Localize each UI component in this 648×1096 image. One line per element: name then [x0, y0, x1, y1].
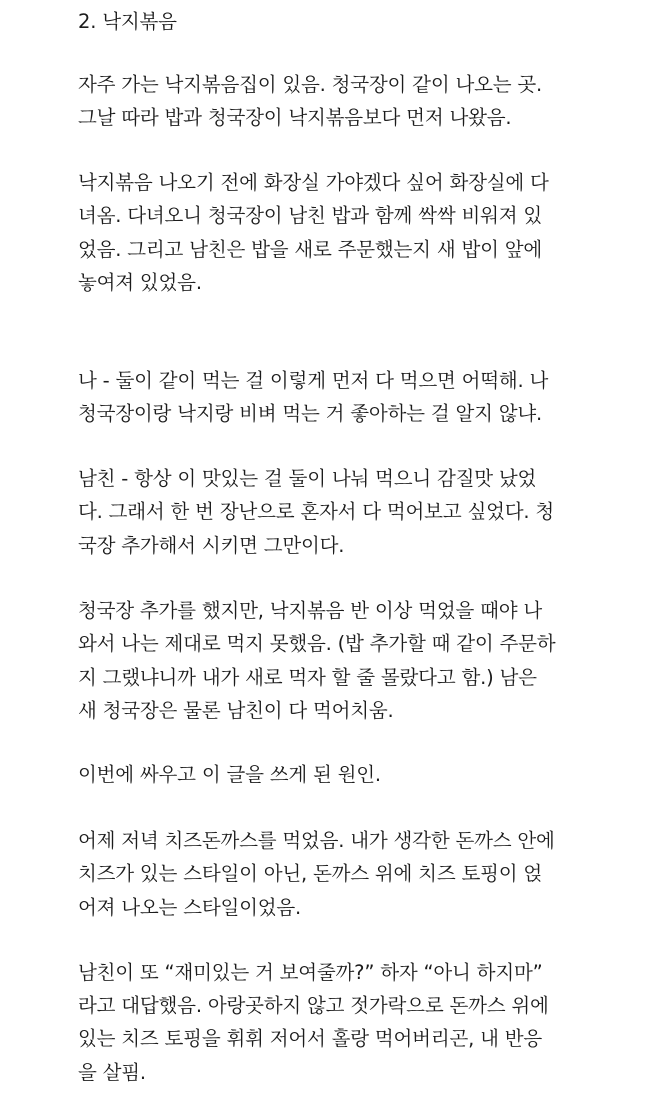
paragraph-5-line-3: 지 그랬냐니까 내가 새로 먹자 할 줄 몰랐다고 함.) 남은	[78, 666, 537, 689]
paragraph-5-line-4: 새 청국장은 물론 남친이 다 먹어치움.	[78, 699, 394, 722]
paragraph-1-line-1: 자주 가는 낙지볶음집이 있음. 청국장이 같이 나오는 곳.	[78, 73, 543, 96]
paragraph-4-line-2: 다. 그래서 한 번 장난으로 혼자서 다 먹어보고 싶었다. 청	[78, 500, 554, 523]
paragraph-2-line-4: 놓여져 있었음.	[78, 271, 202, 294]
paragraph-6-line-1: 이번에 싸우고 이 글을 쓰게 된 원인.	[78, 763, 381, 786]
paragraph-5-line-2: 와서 나는 제대로 먹지 못했음. (밥 추가할 때 같이 주문하	[78, 632, 556, 655]
paragraph-5-line-1: 청국장 추가를 했지만, 낙지볶음 반 이상 먹었을 때야 나	[78, 599, 543, 622]
paragraph-8-line-1: 남친이 또 “재미있는 거 보여줄까?” 하자 “아니 하지마”	[78, 961, 543, 984]
paragraph-4-line-1: 남친 - 항상 이 맛있는 걸 둘이 나눠 먹으니 감질맛 났었	[78, 467, 537, 490]
paragraph-1-line-2: 그날 따라 밥과 청국장이 낙지볶음보다 먼저 나왔음.	[78, 106, 512, 129]
paragraph-3-line-2: 청국장이랑 낙지랑 비벼 먹는 거 좋아하는 걸 알지 않냐.	[78, 402, 543, 425]
paragraph-7-line-2: 치즈가 있는 스타일이 아닌, 돈까스 위에 치즈 토핑이 얹	[78, 862, 543, 885]
paragraph-8-line-4: 을 살핌.	[78, 1061, 146, 1084]
paragraph-8-line-3: 있는 치즈 토핑을 휘휘 저어서 홀랑 먹어버리곤, 내 반응	[78, 1027, 543, 1050]
paragraph-4-line-3: 국장 추가해서 시키면 그만이다.	[78, 534, 345, 557]
section-heading: 2. 낙지볶음	[78, 10, 177, 33]
paragraph-2-line-2: 녀옴. 다녀오니 청국장이 남친 밥과 함께 싹싹 비워져 있	[78, 204, 543, 227]
paragraph-8-line-2: 라고 대답했음. 아랑곳하지 않고 젓가락으로 돈까스 위에	[78, 994, 549, 1017]
paragraph-2-line-1: 낙지볶음 나오기 전에 화장실 가야겠다 싶어 화장실에 다	[78, 171, 549, 194]
paragraph-2-line-3: 었음. 그리고 남친은 밥을 새로 주문했는지 새 밥이 앞에	[78, 238, 543, 261]
paragraph-7-line-1: 어제 저녁 치즈돈까스를 먹었음. 내가 생각한 돈까스 안에	[78, 829, 555, 852]
paragraph-7-line-3: 어져 나오는 스타일이었음.	[78, 896, 302, 919]
paragraph-3-line-1: 나 - 둘이 같이 먹는 걸 이렇게 먼저 다 먹으면 어떡해. 나	[78, 369, 549, 392]
